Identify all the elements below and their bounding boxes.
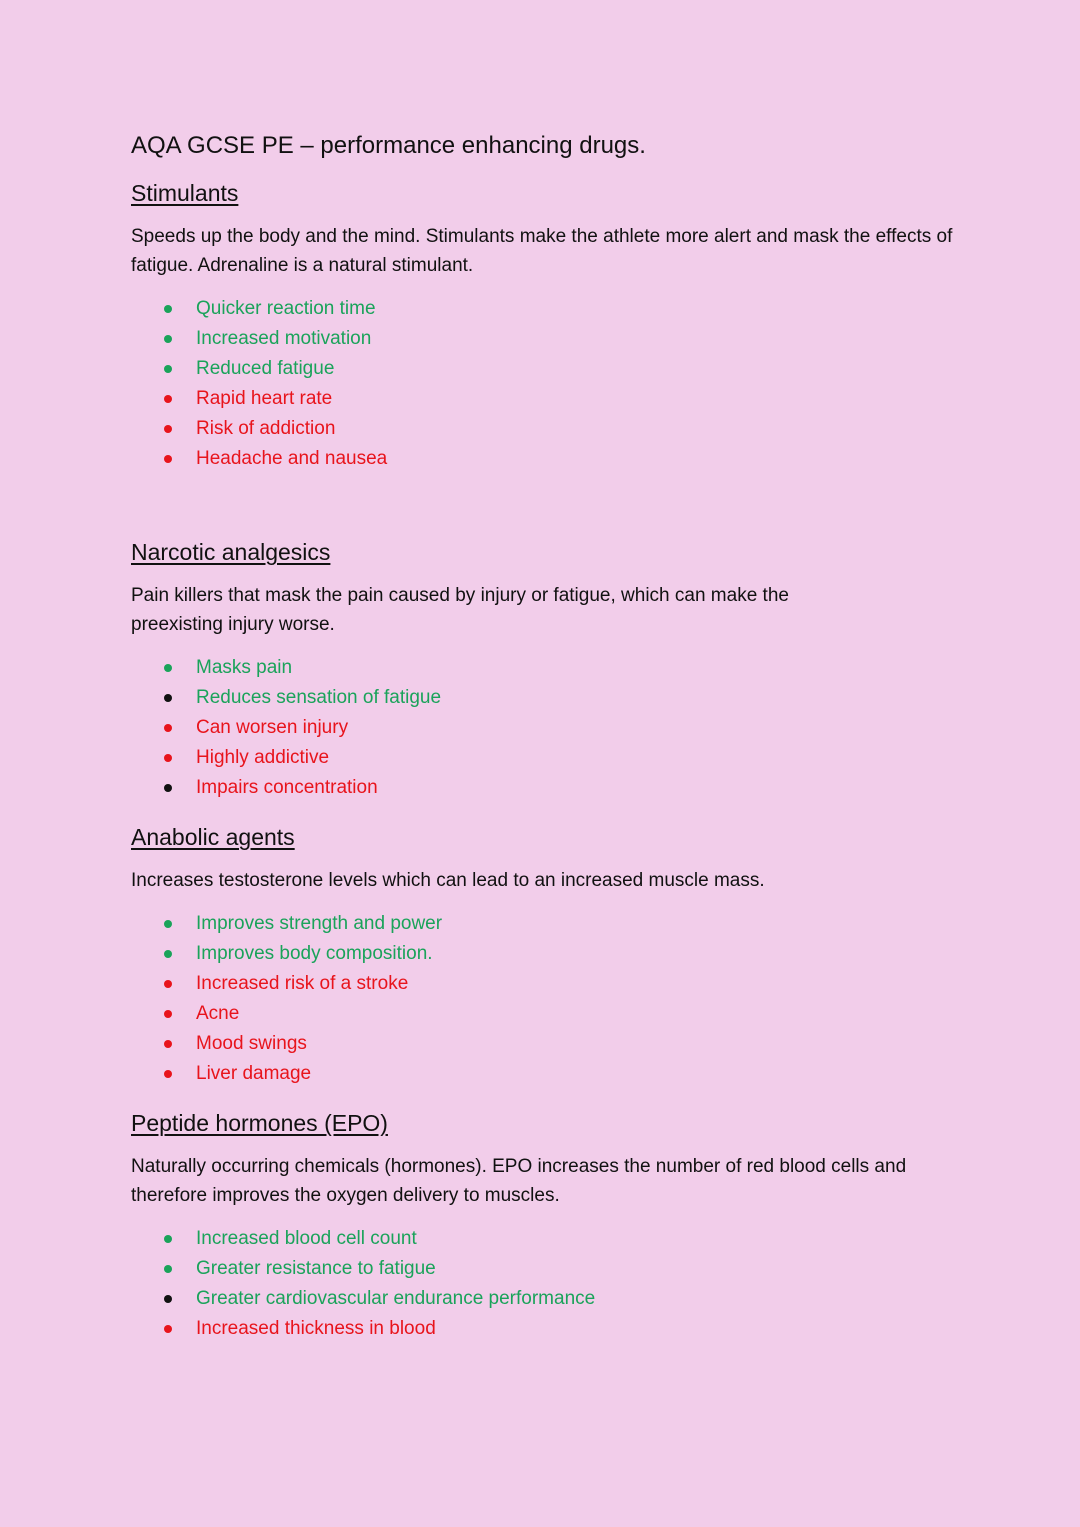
list-item-text: Rapid heart rate [196, 388, 333, 409]
list-item-text: Increased risk of a stroke [196, 973, 409, 994]
list-item-text: Increased thickness in blood [196, 1318, 436, 1339]
list-item [164, 743, 971, 773]
list-item [164, 1284, 971, 1314]
list-item-text: Can worsen injury [196, 717, 349, 738]
section-heading: Anabolic agents [131, 824, 295, 850]
list-item-text: Mood swings [196, 1033, 307, 1054]
section-description: Increases testosterone levels which can lead to an increased muscle mass. [131, 870, 765, 891]
bullet-list [131, 909, 971, 1089]
bullet-icon [164, 305, 172, 313]
list-item-text: Improves strength and power [196, 913, 443, 934]
list-item [164, 444, 971, 474]
list-item-text: Highly addictive [196, 747, 330, 768]
section-stimulants [131, 178, 971, 474]
list-item-text: Acne [196, 1003, 240, 1024]
bullet-icon [164, 694, 172, 702]
list-item [164, 773, 971, 803]
list-item [164, 1224, 971, 1254]
list-item [164, 1059, 971, 1089]
bullet-icon [164, 1070, 172, 1078]
bullet-icon [164, 784, 172, 792]
list-item-text: Liver damage [196, 1063, 312, 1084]
list-item-text: Increased blood cell count [196, 1228, 417, 1249]
bullet-list [131, 653, 971, 803]
list-item [164, 1314, 971, 1344]
bullet-icon [164, 1040, 172, 1048]
list-item-text: Masks pain [196, 657, 293, 678]
bullet-icon [164, 1235, 172, 1243]
list-item-text: Quicker reaction time [196, 298, 376, 319]
list-item [164, 683, 971, 713]
list-item [164, 294, 971, 324]
list-item [164, 1254, 971, 1284]
list-item [164, 414, 971, 444]
list-item [164, 969, 971, 999]
list-item-text: Reduced fatigue [196, 358, 335, 379]
list-item-text: Increased motivation [196, 328, 372, 349]
section-description: Speeds up the body and the mind. Stimulants make the athlete more alert and mask the effects of fatigue. Adrenaline is a natural stimulant. [131, 226, 953, 276]
list-item [164, 999, 971, 1029]
document-title: AQA GCSE PE – performance enhancing drugs. [131, 132, 646, 159]
list-item-text: Headache and nausea [196, 448, 388, 469]
list-item-text: Impairs concentration [196, 777, 378, 798]
list-item [164, 384, 971, 414]
list-item-text: Greater resistance to fatigue [196, 1258, 436, 1279]
bullet-icon [164, 1265, 172, 1273]
bullet-icon [164, 455, 172, 463]
list-item-text: Risk of addiction [196, 418, 336, 439]
bullet-icon [164, 754, 172, 762]
list-item [164, 1029, 971, 1059]
section-description: Pain killers that mask the pain caused by injury or fatigue, which can make the preexisting injury worse. [131, 585, 789, 635]
section-description: Naturally occurring chemicals (hormones). EPO increases the number of red blood cells and therefore improves the oxygen delivery to muscles. [131, 1156, 907, 1206]
list-item-text: Greater cardiovascular endurance performance [196, 1288, 596, 1309]
bullet-list [131, 1224, 971, 1344]
list-item [164, 653, 971, 683]
list-item [164, 909, 971, 939]
bullet-icon [164, 1010, 172, 1018]
list-item-text: Improves body composition. [196, 943, 433, 964]
bullet-icon [164, 1325, 172, 1333]
bullet-list [131, 294, 971, 474]
bullet-icon [164, 980, 172, 988]
bullet-icon [164, 395, 172, 403]
bullet-icon [164, 920, 172, 928]
bullet-icon [164, 365, 172, 373]
bullet-icon [164, 425, 172, 433]
list-item [164, 354, 971, 384]
section-heading: Stimulants [131, 180, 239, 206]
section-heading: Peptide hormones (EPO) [131, 1110, 388, 1136]
list-item [164, 713, 971, 743]
bullet-icon [164, 335, 172, 343]
list-item [164, 324, 971, 354]
list-item-text: Reduces sensation of fatigue [196, 687, 442, 708]
bullet-icon [164, 1295, 172, 1303]
bullet-icon [164, 950, 172, 958]
bullet-icon [164, 724, 172, 732]
section-anabolic-agents [131, 822, 971, 1089]
section-peptide-hormones [131, 1108, 971, 1344]
bullet-icon [164, 664, 172, 672]
section-heading: Narcotic analgesics [131, 539, 331, 565]
section-narcotic-analgesics [131, 537, 971, 803]
list-item [164, 939, 971, 969]
